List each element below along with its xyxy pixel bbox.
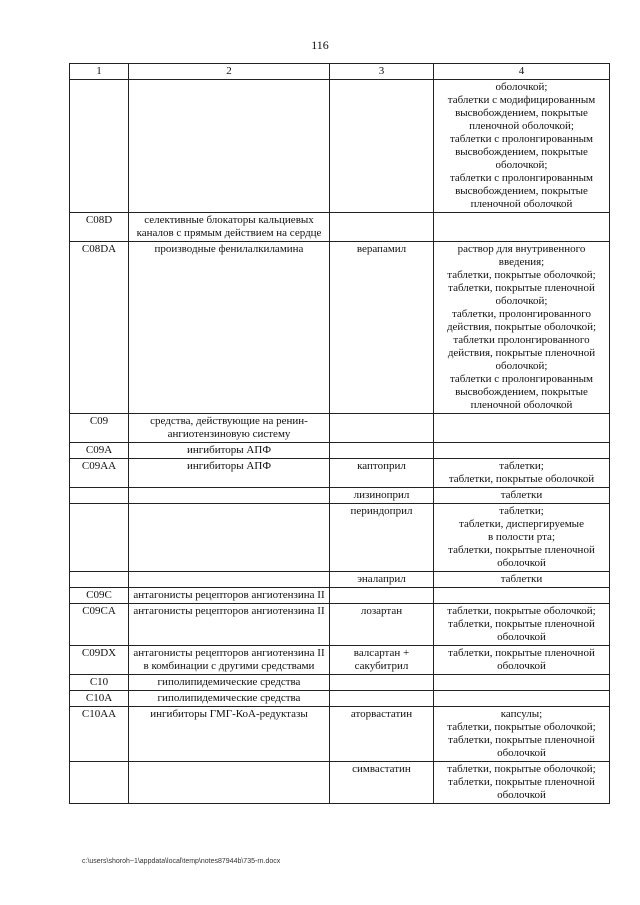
- atc-code-cell: C10AA: [70, 707, 129, 762]
- dosage-form-line: таблетки;: [499, 505, 544, 517]
- group-name-cell: [129, 488, 330, 504]
- group-name-cell: [129, 572, 330, 588]
- dosage-forms-cell: [434, 691, 610, 707]
- dosage-form-line: высвобождением, покрытые: [455, 146, 588, 158]
- dosage-form-line: таблетки, покрытые пленочной: [448, 734, 595, 746]
- table-header-row: [70, 64, 610, 80]
- dosage-form-line: в полости рта;: [487, 531, 555, 543]
- group-name-cell: [129, 762, 330, 804]
- atc-code-cell: C09: [70, 414, 129, 443]
- dosage-form-line: оболочкой: [497, 660, 546, 672]
- table-row: [70, 707, 610, 762]
- table-row: [70, 762, 610, 804]
- table-row: [70, 459, 610, 488]
- group-name-cell: [129, 504, 330, 572]
- group-name-cell: ингибиторы АПФ: [129, 443, 330, 459]
- dosage-form-line: оболочкой;: [495, 360, 548, 372]
- dosage-form-line: введения;: [498, 256, 545, 268]
- group-name-cell: селективные блокаторы кальциевых каналов с прямым действием на сердце: [129, 213, 330, 242]
- dosage-form-line: таблетки с пролонгированным: [449, 373, 593, 385]
- drug-name-cell: [330, 414, 434, 443]
- table-row: [70, 242, 610, 414]
- dosage-form-line: таблетки, покрытые оболочкой;: [447, 721, 596, 733]
- dosage-form-line: оболочкой: [497, 631, 546, 643]
- dosage-form-line: таблетки, покрытые пленочной: [448, 618, 595, 630]
- dosage-form-line: таблетки;: [499, 460, 544, 472]
- dosage-forms-cell: [434, 572, 610, 588]
- column-header: 2: [129, 64, 330, 80]
- table-row: [70, 572, 610, 588]
- atc-code-cell: C09DX: [70, 646, 129, 675]
- table-row: [70, 414, 610, 443]
- drug-name-cell: [330, 213, 434, 242]
- drug-name-cell: верапамил: [330, 242, 434, 414]
- dosage-form-line: оболочкой;: [495, 295, 548, 307]
- atc-code-cell: C09A: [70, 443, 129, 459]
- dosage-form-line: таблетки, покрытые оболочкой;: [447, 605, 596, 617]
- dosage-forms-cell: [434, 604, 610, 646]
- table-row: [70, 213, 610, 242]
- column-header: 1: [70, 64, 129, 80]
- group-name-cell: средства, действующие на ренин-ангиотензиновую систему: [129, 414, 330, 443]
- dosage-form-line: таблетки пролонгированного: [453, 334, 590, 346]
- dosage-form-line: действия, покрытые оболочкой;: [446, 321, 597, 333]
- group-name-cell: [129, 80, 330, 213]
- dosage-form-line: высвобождением, покрытые: [455, 386, 588, 398]
- drug-name-cell: [330, 588, 434, 604]
- dosage-forms-cell: [434, 488, 610, 504]
- dosage-form-line: таблетки, покрытые оболочкой;: [447, 763, 596, 775]
- dosage-form-line: высвобождением, покрытые: [455, 107, 588, 119]
- atc-code-cell: [70, 572, 129, 588]
- group-name-cell: ингибиторы АПФ: [129, 459, 330, 488]
- group-name-cell: производные фенилалкиламина: [129, 242, 330, 414]
- group-name-cell: гиполипидемические средства: [129, 691, 330, 707]
- atc-code-cell: [70, 762, 129, 804]
- dosage-form-line: таблетки, покрытые пленочной: [448, 776, 595, 788]
- page-number: 116: [311, 38, 329, 52]
- table-row: [70, 675, 610, 691]
- dosage-form-line: оболочкой;: [495, 159, 548, 171]
- atc-code-cell: [70, 80, 129, 213]
- table-row: [70, 80, 610, 213]
- table-row: [70, 691, 610, 707]
- dosage-forms-cell: [434, 213, 610, 242]
- group-name-cell: ингибиторы ГМГ-КоА-редуктазы: [129, 707, 330, 762]
- atc-code-cell: C09C: [70, 588, 129, 604]
- dosage-form-line: таблетки, диспергируемые: [459, 518, 584, 530]
- dosage-form-line: таблетки, покрытые пленочной: [448, 647, 595, 659]
- dosage-forms-cell: [434, 443, 610, 459]
- table-row: [70, 588, 610, 604]
- dosage-form-line: таблетки, покрытые пленочной: [448, 282, 595, 294]
- table-row: [70, 504, 610, 572]
- dosage-form-line: таблетки, покрытые оболочкой: [448, 473, 595, 485]
- atc-code-cell: C09AA: [70, 459, 129, 488]
- group-name-cell: антагонисты рецепторов ангиотензина II: [129, 604, 330, 646]
- dosage-form-line: оболочкой;: [495, 81, 548, 93]
- table-row: [70, 604, 610, 646]
- drug-name-cell: лизиноприл: [330, 488, 434, 504]
- drug-name-cell: периндоприл: [330, 504, 434, 572]
- dosage-form-line: таблетки, покрытые оболочкой;: [447, 269, 596, 281]
- table-row: [70, 646, 610, 675]
- drug-name-cell: симвастатин: [330, 762, 434, 804]
- dosage-forms-cell: [434, 242, 610, 414]
- dosage-form-line: таблетки, покрытые пленочной: [448, 544, 595, 556]
- dosage-form-line: раствор для внутривенного: [457, 243, 586, 255]
- drug-name-cell: эналаприл: [330, 572, 434, 588]
- dosage-forms-cell: [434, 414, 610, 443]
- dosage-form-line: оболочкой: [497, 789, 546, 801]
- atc-code-cell: [70, 488, 129, 504]
- atc-code-cell: C08DA: [70, 242, 129, 414]
- atc-code-cell: C08D: [70, 213, 129, 242]
- drug-name-cell: [330, 443, 434, 459]
- dosage-form-line: таблетки с пролонгированным: [449, 172, 593, 184]
- atc-code-cell: C09CA: [70, 604, 129, 646]
- drug-name-cell: аторвастатин: [330, 707, 434, 762]
- dosage-form-line: капсулы;: [500, 708, 543, 720]
- atc-code-cell: C10A: [70, 691, 129, 707]
- table-row: [70, 443, 610, 459]
- group-name-cell: антагонисты рецепторов ангиотензина II: [129, 588, 330, 604]
- column-header: 4: [434, 64, 610, 80]
- dosage-form-line: таблетки с пролонгированным: [449, 133, 593, 145]
- table-body: [70, 80, 610, 804]
- drug-table: [69, 63, 610, 804]
- dosage-form-line: оболочкой: [497, 747, 546, 759]
- dosage-form-line: оболочкой: [497, 557, 546, 569]
- dosage-forms-cell: [434, 588, 610, 604]
- drug-name-cell: каптоприл: [330, 459, 434, 488]
- dosage-form-line: действия, покрытые пленочной: [447, 347, 596, 359]
- dosage-forms-cell: [434, 762, 610, 804]
- drug-name-cell: [330, 675, 434, 691]
- dosage-forms-cell: [434, 646, 610, 675]
- table-row: [70, 488, 610, 504]
- dosage-forms-cell: [434, 459, 610, 488]
- dosage-forms-cell: [434, 80, 610, 213]
- dosage-form-line: высвобождением, покрытые: [455, 185, 588, 197]
- dosage-form-line: пленочной оболочкой: [470, 198, 573, 210]
- dosage-form-line: пленочной оболочкой: [470, 399, 573, 411]
- dosage-forms-cell: [434, 675, 610, 691]
- dosage-form-line: таблетки с модифицированным: [447, 94, 596, 106]
- dosage-form-line: таблетки: [500, 489, 543, 501]
- atc-code-cell: C10: [70, 675, 129, 691]
- group-name-cell: антагонисты рецепторов ангиотензина II в комбинации с другими средствами: [129, 646, 330, 675]
- dosage-forms-cell: [434, 707, 610, 762]
- dosage-forms-cell: [434, 504, 610, 572]
- footer-file-path: c:\users\shoroh~1\appdata\local\temp\notes87944b\735-rn.docx: [82, 858, 281, 865]
- dosage-form-line: пленочной оболочкой;: [469, 120, 574, 132]
- atc-code-cell: [70, 504, 129, 572]
- column-header: 3: [330, 64, 434, 80]
- drug-name-cell: валсартан + сакубитрил: [330, 646, 434, 675]
- drug-name-cell: [330, 80, 434, 213]
- drug-name-cell: [330, 691, 434, 707]
- dosage-form-line: таблетки, пролонгированного: [451, 308, 591, 320]
- dosage-form-line: таблетки: [500, 573, 543, 585]
- drug-name-cell: лозартан: [330, 604, 434, 646]
- group-name-cell: гиполипидемические средства: [129, 675, 330, 691]
